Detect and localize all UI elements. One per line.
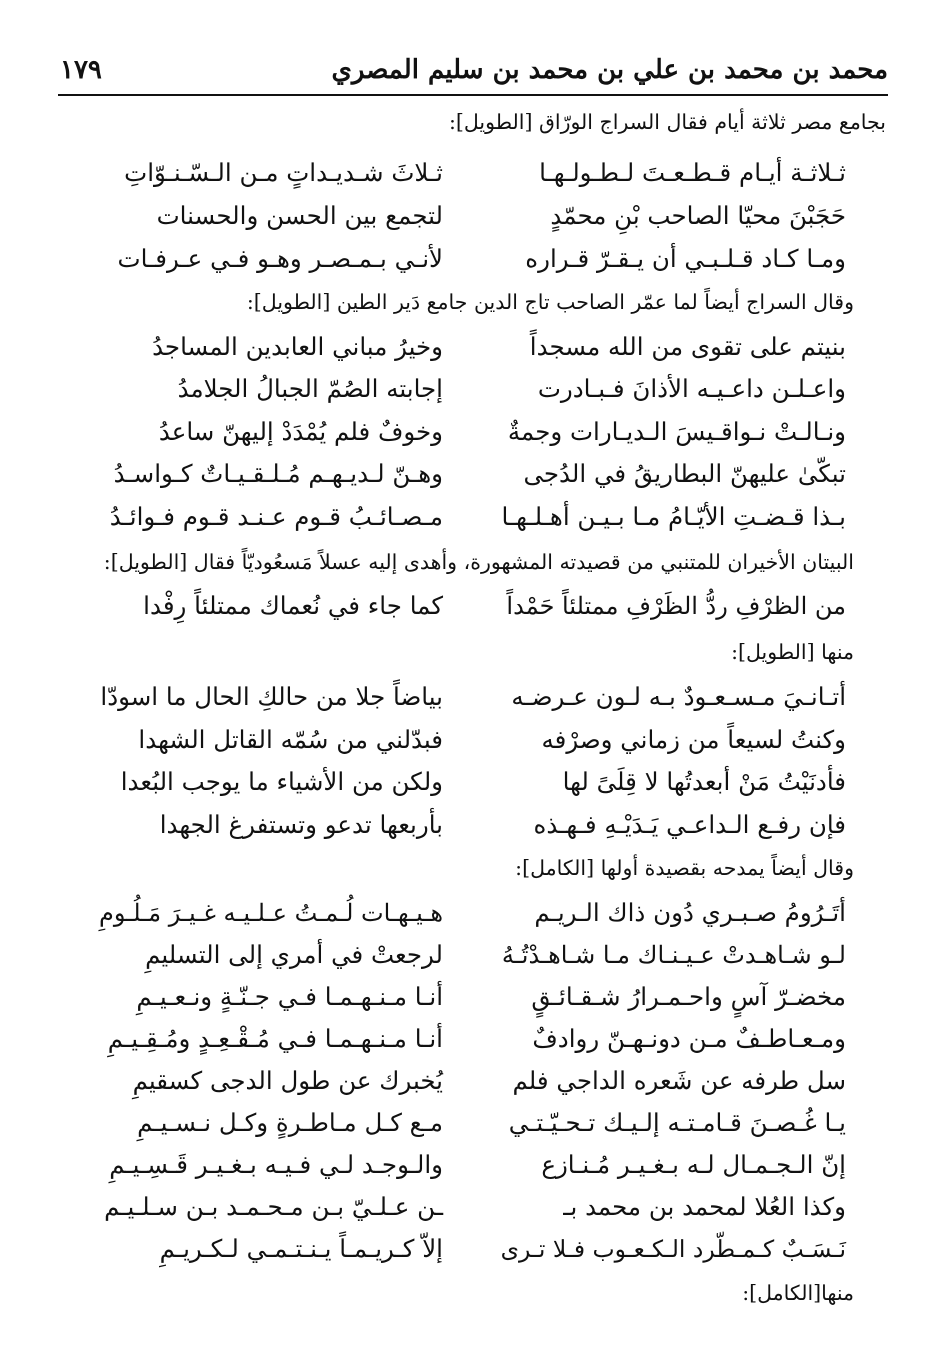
verse-second-hemistich: لرجعتْ في أمري إلى التسليمِ	[145, 940, 443, 969]
page-number: ١٧٩	[60, 55, 102, 85]
verse-second-hemistich: وخيرُ مباني العابدين المساجدُ	[152, 332, 443, 361]
verse-second-hemistich: إجابته الصُمّ الجبالُ الجلامدُ	[177, 374, 443, 403]
verse-second-hemistich: لتجمع بين الحسن والحسنات	[156, 201, 443, 230]
prose-line: منها [الطويل]:	[731, 640, 854, 664]
verse-second-hemistich: هـيـهـات لُـمـتُ عـلـيـه غـيـرَ مَـلُـومِ	[99, 899, 443, 927]
verse-first-hemistich: مخضـرّ آسٍ واحـمـرارُ شـقـائـقٍ	[531, 982, 846, 1011]
verse-second-hemistich: مـصـائـبُ قـوم عـنـد قـوم فـوائـدُ	[109, 502, 443, 531]
verse-first-hemistich: ومـا كـاد قـلـبـي أن يـقـرّ قـراره	[525, 244, 846, 273]
verse-second-hemistich: بياضاً جلا من حالكِ الحال ما اسودّا	[100, 682, 443, 711]
verse-first-hemistich: ثـلاثـة أيـام قـطـعـتَ لـطـولـهـا	[539, 158, 846, 187]
verse-second-hemistich: فبدّلني من سُمّه القاتل الشهدا	[138, 725, 443, 754]
header-rule	[58, 94, 888, 96]
verse-line	[98, 720, 846, 760]
verse-line	[98, 677, 846, 717]
prose-line: البيتان الأخيران للمتنبي من قصيدته المشهورة، وأهدى إليه عسلاً مَسعُوديّاً فقال [الطويل]:	[103, 550, 854, 574]
verse-first-hemistich: فأدنَيْتُ مَنْ أبعدتُها لا قِلَىً لها	[562, 767, 846, 796]
verse-second-hemistich: مـع كـل مـاطـرةٍ وكـل نـسـيـمِ	[137, 1108, 443, 1137]
verse-line	[98, 1103, 846, 1143]
verse-first-hemistich: وكذا العُلا لمحمد بن محمد بـ	[563, 1192, 846, 1221]
verse-first-hemistich: من الظرْفِ ردُّ الظَرْفِ ممتلئاً حَمْداً	[506, 592, 846, 620]
prose-line: وقال أيضاً يمدحه بقصيدة أولها [الكامل]:	[515, 856, 854, 880]
verse-second-hemistich: بأربعها تدعو وتستفرغ الجهدا	[159, 810, 443, 839]
verse-line	[98, 1061, 846, 1101]
verse-first-hemistich: لـو شـاهـدتْ عـيـنـاك مـا شـاهـدْتُـهُ	[501, 941, 846, 969]
verse-second-hemistich: وهـنّ لـديـهـم مُـلـقـيـاتٌ كـواسـدُ	[113, 459, 443, 488]
page-header	[60, 48, 888, 92]
verse-line	[98, 1187, 846, 1227]
verse-line	[98, 762, 846, 802]
verse-line	[98, 1145, 846, 1185]
verse-first-hemistich: تبكّىٰ عليهنّ البطاريقُ في الدُجى	[523, 459, 846, 488]
verse-line	[98, 412, 846, 452]
verse-first-hemistich: يـا غُـصـنَ قـامـتـه إلـيـك تـحـيّـتـي	[508, 1108, 846, 1137]
verse-line	[98, 454, 846, 494]
verse-first-hemistich: أتَـرُومُ صـبـري دُون ذاك الـريـم	[534, 898, 846, 927]
verse-second-hemistich: كما جاء في نُعماك ممتلئاً رِفْدا	[143, 591, 443, 620]
verse-first-hemistich: نَـسَـبٌ كـمـطّرد الـكـعـوب فـلا تـرى	[500, 1235, 846, 1263]
verse-line	[98, 239, 846, 279]
verse-first-hemistich: بـذا قـضـتِ الأيّـامُ مـا بـيـن أهـلـهـا	[501, 502, 846, 531]
verse-line	[98, 196, 846, 236]
verse-second-hemistich: ثـلاثَ شـديـداتٍ مـن الـسّـنـوّاتِ	[124, 158, 443, 187]
verse-second-hemistich: ولكن من الأشياء ما يوجب البُعدا	[120, 767, 443, 796]
verse-first-hemistich: ونـالـتْ نـواقـيسَ الـديـارات وجمةٌ	[507, 417, 846, 446]
verse-line	[98, 893, 846, 933]
verse-line	[98, 1019, 846, 1059]
verse-second-hemistich: أنـا مـنـهـمـا فـي جـنّـةٍ ونـعـيـمِ	[136, 982, 443, 1011]
verse-first-hemistich: ومـعـاطـفٌ مـن دونـهـنّ روادفٌ	[532, 1024, 846, 1053]
verse-first-hemistich: فإن رفـع الـداعـي يَـدَيْـهِ فـهـذه	[533, 810, 846, 839]
verse-second-hemistich: والـوجـد لـي فـيـه بـغـيـر قَـسِـيـمِ	[109, 1150, 443, 1179]
prose-line: منها[الكامل]:	[742, 1281, 854, 1305]
verse-line	[98, 369, 846, 409]
verse-first-hemistich: وكنتُ لسيعاً من زماني وصرْفه	[541, 725, 846, 754]
verse-line	[98, 805, 846, 845]
verse-first-hemistich: حَجَبْنَ محيّا الصاحب بْنِ محمّدٍ	[550, 201, 846, 230]
prose-line: بجامع مصر ثلاثة أيام فقال السراج الورّاق [الطويل]:	[448, 110, 886, 134]
verse-second-hemistich: لأنـي بـمـصـر وهـو فـي عـرفـات	[117, 244, 443, 273]
verse-first-hemistich: سل طرفه عن شَعره الداجي فلم	[512, 1066, 846, 1095]
verse-first-hemistich: واعـلـن داعـيـه الأذانَ فـبـادرت	[537, 374, 846, 403]
running-title: محمد بن محمد بن علي بن محمد بن سليم المصري	[331, 55, 888, 85]
verse-line	[98, 935, 846, 975]
verse-second-hemistich: أنـا مـنـهـمـا فـي مُـقْـعِـدٍ ومُـقِـيـمِ	[107, 1024, 443, 1053]
verse-first-hemistich: بنيتم على تقوى من الله مسجداً	[529, 332, 846, 361]
verse-second-hemistich: ـن عـلـيّ بـن مـحـمـد بـن سـلـيـم	[104, 1192, 443, 1221]
verse-line	[98, 1229, 846, 1269]
verse-second-hemistich: إلاّ كـريـمـاً يـنـتـمـي لـكـريـمِ	[159, 1234, 443, 1263]
verse-line	[98, 977, 846, 1017]
verse-line	[98, 153, 846, 193]
verse-line	[98, 586, 846, 626]
verse-first-hemistich: أتـانـيَ مـسـعـودٌ بـه لـون عـرضـه	[511, 682, 846, 711]
verse-second-hemistich: وخوفٌ فلم يُمْدَدْ إليهنّ ساعدُ	[158, 417, 443, 446]
verse-first-hemistich: إنّ الـجـمـال لـه بـغـيـر مُـنـازع	[541, 1150, 846, 1179]
verse-second-hemistich: يُخبرك عن طول الدجى كسقيمِ	[132, 1066, 443, 1095]
verse-line	[98, 497, 846, 537]
verse-line	[98, 327, 846, 367]
prose-line: وقال السراج أيضاً لما عمّر الصاحب تاج الدين جامع دَير الطين [الطويل]:	[246, 290, 854, 314]
